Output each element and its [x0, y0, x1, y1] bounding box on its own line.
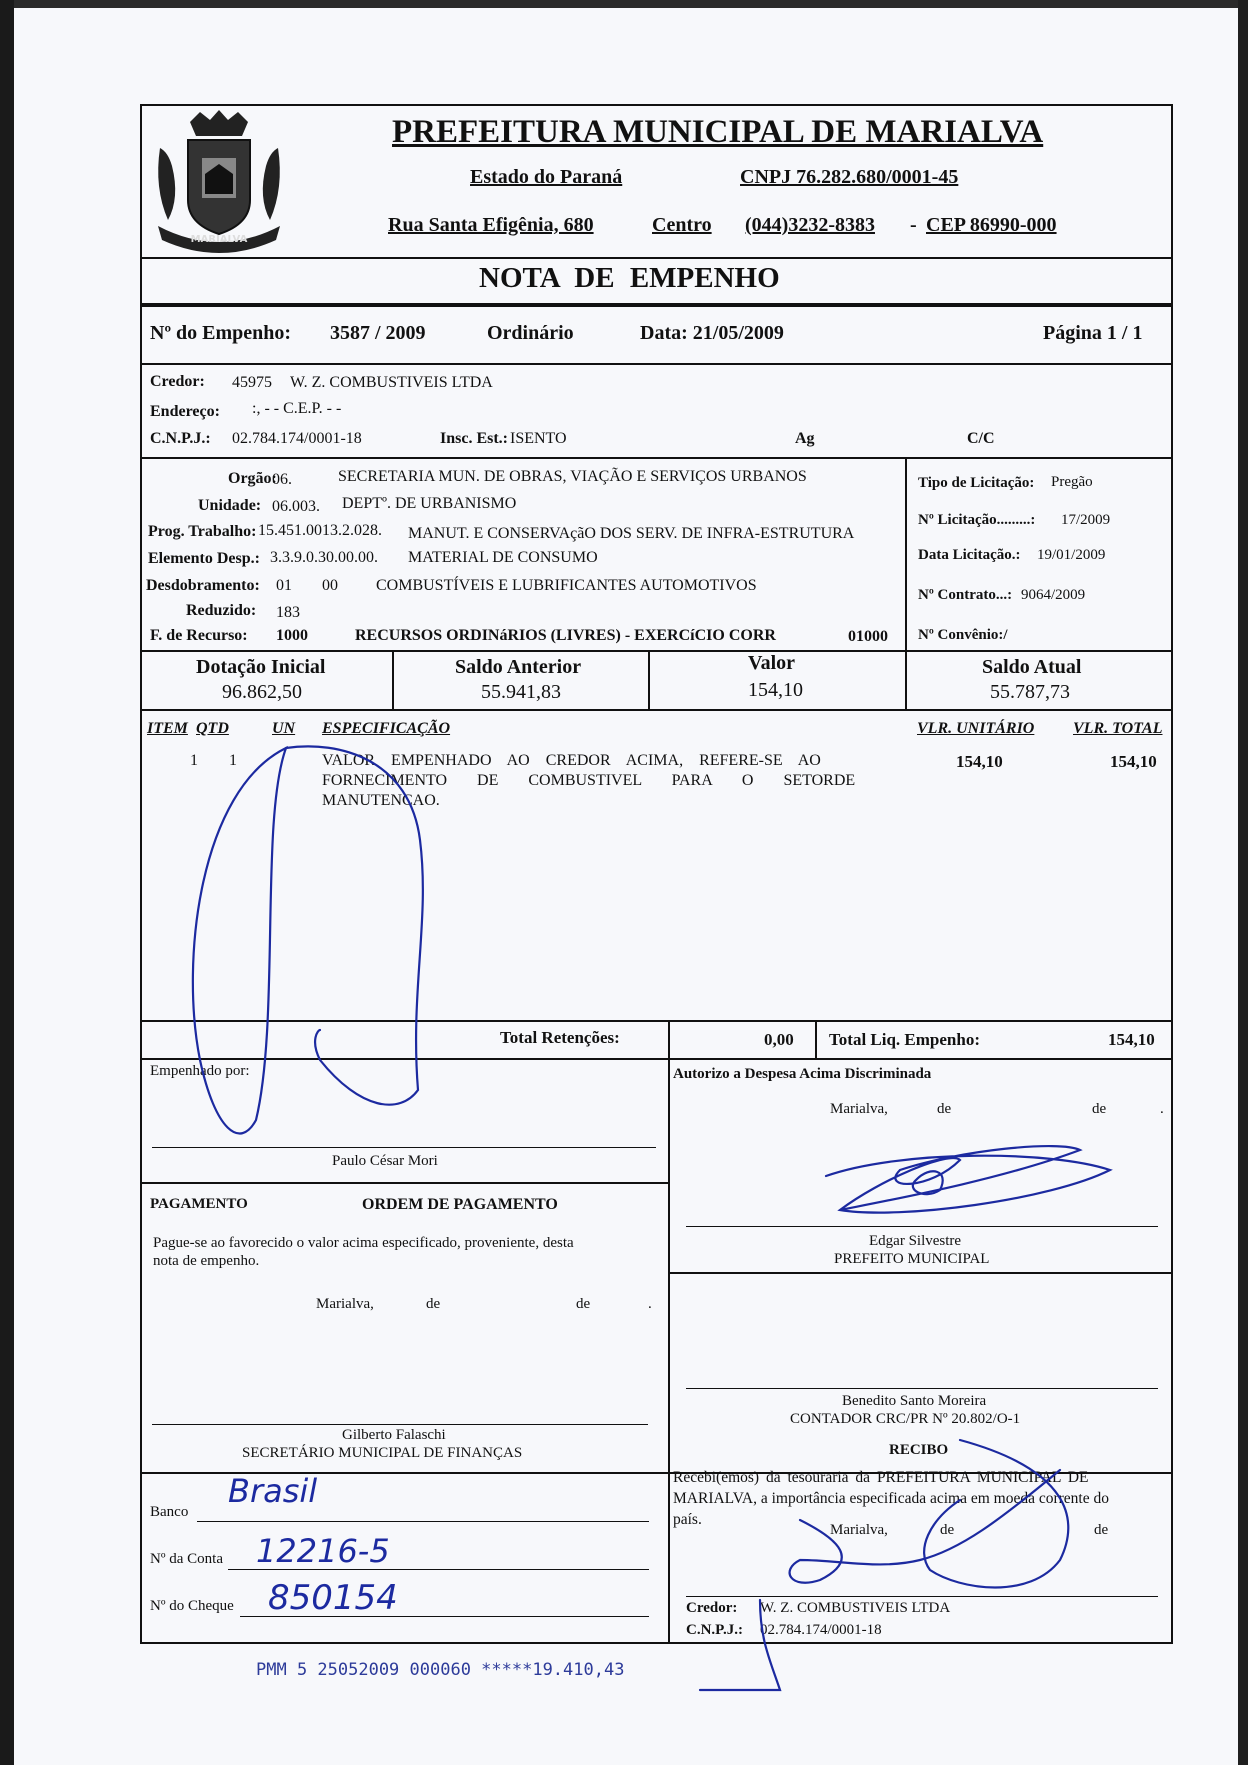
- fonte-number: 01000: [848, 628, 888, 645]
- contrato-value: 9064/2009: [1021, 587, 1086, 603]
- liq-empenho-value: 154,10: [1108, 1030, 1155, 1049]
- page-title: PREFEITURA MUNICIPAL DE MARIALVA: [392, 114, 1044, 150]
- address-label: Endereço:: [150, 403, 220, 420]
- street-label: Rua Santa Efigênia, 680: [388, 214, 594, 236]
- recibo-credor-value: W. Z. COMBUSTIVEIS LTDA: [760, 1600, 951, 1616]
- dotacao-inicial-value: 96.862,50: [222, 681, 302, 703]
- col-item-header: ITEM: [147, 720, 188, 737]
- pagamento-de1: de: [426, 1296, 441, 1312]
- elemento-label: Elemento Desp.:: [148, 550, 260, 567]
- saldo-atual-label: Saldo Atual: [982, 656, 1082, 678]
- empenho-number-label: Nº do Empenho:: [150, 322, 292, 344]
- recibo-cnpj-value: 02.784.174/0001-18: [760, 1622, 882, 1638]
- empenhado-label: Empenhado por:: [150, 1063, 250, 1079]
- contador-name: Benedito Santo Moreira: [842, 1393, 987, 1409]
- phone-label: (044)3232-8383: [745, 214, 875, 236]
- unidade-label: Unidade:: [198, 497, 262, 514]
- autorizo-city: Marialva,: [830, 1101, 888, 1117]
- empenho-date: Data: 21/05/2009: [640, 322, 784, 344]
- recibo-cnpj-label: C.N.P.J.:: [686, 1622, 743, 1638]
- banco-handwritten: Brasil: [228, 1472, 318, 1510]
- payment-stamp: PMM 5 25052009 000060 *****19.410,43: [256, 1660, 625, 1680]
- recibo-credor-label: Credor:: [686, 1600, 738, 1616]
- desdobramento-name: COMBUSTÍVEIS E LUBRIFICANTES AUTOMOTIVOS: [376, 577, 757, 594]
- empenhado-name: Paulo César Mori: [332, 1153, 438, 1169]
- fonte-label: F. de Recurso:: [150, 627, 248, 644]
- orgao-name: SECRETARIA MUN. DE OBRAS, VIAÇÃO E SERVIÇOS URBANOS: [338, 468, 807, 485]
- row-total: 154,10: [1110, 752, 1157, 771]
- contador-role: CONTADOR CRC/PR Nº 20.802/O-1: [790, 1411, 1021, 1427]
- pagamento-city: Marialva,: [316, 1296, 374, 1312]
- col-spec-header: ESPECIFICAÇÃO: [322, 720, 451, 737]
- prog-label: Prog. Trabalho:: [148, 523, 257, 540]
- saldo-anterior-value: 55.941,83: [481, 681, 561, 703]
- liq-empenho-label: Total Liq. Empenho:: [829, 1030, 980, 1049]
- prog-code: 15.451.0013.2.028.: [258, 522, 382, 539]
- fonte-code: 1000: [276, 627, 308, 644]
- licitacao-date-value: 19/01/2009: [1037, 547, 1106, 563]
- cnpj-field-value: 02.784.174/0001-18: [232, 430, 362, 447]
- secretario-role: SECRETÁRIO MUNICIPAL DE FINANÇAS: [242, 1445, 523, 1461]
- recibo-de2: de: [1094, 1522, 1109, 1538]
- credor-name: W. Z. COMBUSTIVEIS LTDA: [290, 374, 493, 391]
- separator: -: [910, 214, 917, 236]
- district-label: Centro: [652, 214, 712, 236]
- recibo-text-2: MARIALVA, a importância especificada acima em moeda corrente do: [673, 1490, 1109, 1507]
- retencoes-label: Total Retenções:: [500, 1028, 620, 1047]
- ordem-pagamento-title: ORDEM DE PAGAMENTO: [362, 1196, 558, 1213]
- elemento-code: 3.3.9.0.30.00.00.: [270, 549, 378, 566]
- pagamento-text-2: nota de empenho.: [153, 1253, 260, 1269]
- cheque-handwritten: 850154: [268, 1578, 398, 1618]
- scan-edge-right: [1238, 0, 1248, 1765]
- col-qtd-header: QTD: [196, 720, 229, 737]
- secretario-name: Gilberto Falaschi: [342, 1427, 446, 1443]
- empenho-type: Ordinário: [487, 322, 574, 344]
- valor-label: Valor: [748, 652, 796, 674]
- conta-label: Nº da Conta: [150, 1551, 223, 1567]
- autorizo-de2: de: [1092, 1101, 1107, 1117]
- row-spec-line1: VALOR EMPENHADO AO CREDOR ACIMA, REFERE-SE AO: [322, 752, 821, 769]
- orgao-label: Orgão:: [228, 470, 277, 487]
- desdobramento-label: Desdobramento:: [146, 577, 260, 594]
- licitacao-type-label: Tipo de Licitação:: [918, 475, 1035, 491]
- prefeito-name: Edgar Silvestre: [869, 1233, 962, 1249]
- unidade-name: DEPTº. DE URBANISMO: [342, 495, 517, 512]
- municipal-crest-logo: [150, 108, 288, 258]
- desdobramento-a: 01: [276, 577, 292, 594]
- row-spec-line3: MANUTENCAO.: [322, 792, 440, 809]
- page-number: Página 1 / 1: [1043, 322, 1143, 344]
- pagamento-text-1: Pague-se ao favorecido o valor acima especificado, proveniente, desta: [153, 1235, 574, 1251]
- address-value: :, - - C.E.P. - -: [252, 400, 342, 417]
- fonte-name: RECURSOS ORDINáRIOS (LIVRES) - EXERCíCIO CORR: [355, 627, 776, 644]
- licitacao-number-label: Nº Licitação.........:: [918, 512, 1036, 528]
- banco-label: Banco: [150, 1504, 189, 1520]
- credor-label: Credor:: [150, 373, 205, 390]
- cheque-label: Nº do Cheque: [150, 1598, 234, 1614]
- autorizo-title: Autorizo a Despesa Acima Discriminada: [673, 1066, 932, 1082]
- recibo-city: Marialva,: [830, 1522, 888, 1538]
- cnpj-label: CNPJ 76.282.680/0001-45: [740, 166, 959, 188]
- state-label: Estado do Paraná: [470, 166, 623, 188]
- pagamento-de2: de: [576, 1296, 591, 1312]
- convenio-label: Nº Convênio:/: [918, 627, 1008, 643]
- row-item: 1: [190, 752, 198, 769]
- prefeito-role: PREFEITO MUNICIPAL: [834, 1251, 990, 1267]
- cep-label: CEP 86990-000: [926, 214, 1057, 236]
- prog-name: MANUT. E CONSERVAçãO DOS SERV. DE INFRA-ESTRUTURA: [408, 525, 855, 542]
- insc-label: Insc. Est.:: [440, 430, 509, 447]
- valor-value: 154,10: [748, 679, 803, 701]
- reduzido-value: 183: [276, 604, 300, 621]
- reduzido-label: Reduzido:: [186, 602, 257, 619]
- document-title: NOTA DE EMPENHO: [479, 262, 780, 294]
- pagamento-label: PAGAMENTO: [150, 1196, 248, 1212]
- scan-edge-left: [0, 0, 14, 1765]
- elemento-name: MATERIAL DE CONSUMO: [408, 549, 598, 566]
- credor-code: 45975: [232, 374, 272, 391]
- crest-ribbon-text: MARIALVA: [190, 234, 248, 245]
- recibo-text-3: país.: [673, 1511, 702, 1528]
- contrato-label: Nº Contrato...:: [918, 587, 1013, 603]
- retencoes-value: 0,00: [764, 1030, 794, 1049]
- cc-label: C/C: [967, 430, 995, 447]
- conta-handwritten: 12216-5: [256, 1532, 390, 1570]
- empenho-number: 3587 / 2009: [330, 322, 426, 344]
- row-qtd: 1: [229, 752, 237, 769]
- recibo-de1: de: [940, 1522, 955, 1538]
- recibo-text-1: Recebi(emos) da tesouraria da PREFEITURA MUNICIPAL DE: [673, 1469, 1089, 1486]
- unidade-code: 06.003.: [272, 498, 320, 515]
- ag-label: Ag: [795, 430, 815, 447]
- autorizo-de1: de: [937, 1101, 952, 1117]
- cnpj-field-label: C.N.P.J.:: [150, 430, 211, 447]
- col-total-header: VLR. TOTAL: [1073, 720, 1163, 737]
- licitacao-number-value: 17/2009: [1061, 512, 1111, 528]
- saldo-atual-value: 55.787,73: [990, 681, 1070, 703]
- licitacao-date-label: Data Licitação.:: [918, 547, 1021, 563]
- row-spec-line2: FORNECIMENTO DE COMBUSTIVEL PARA O SETORDE: [322, 772, 856, 789]
- col-unit-price-header: VLR. UNITÁRIO: [917, 720, 1035, 737]
- recibo-title: RECIBO: [889, 1442, 949, 1458]
- insc-value: ISENTO: [510, 430, 567, 447]
- desdobramento-b: 00: [322, 577, 338, 594]
- licitacao-type-value: Pregão: [1051, 474, 1093, 490]
- saldo-anterior-label: Saldo Anterior: [455, 656, 582, 678]
- dotacao-inicial-label: Dotação Inicial: [196, 656, 326, 678]
- col-un-header: UN: [272, 720, 296, 737]
- row-unit-price: 154,10: [956, 752, 1003, 771]
- scan-edge-top: [0, 0, 1248, 8]
- orgao-code: 06.: [272, 471, 292, 488]
